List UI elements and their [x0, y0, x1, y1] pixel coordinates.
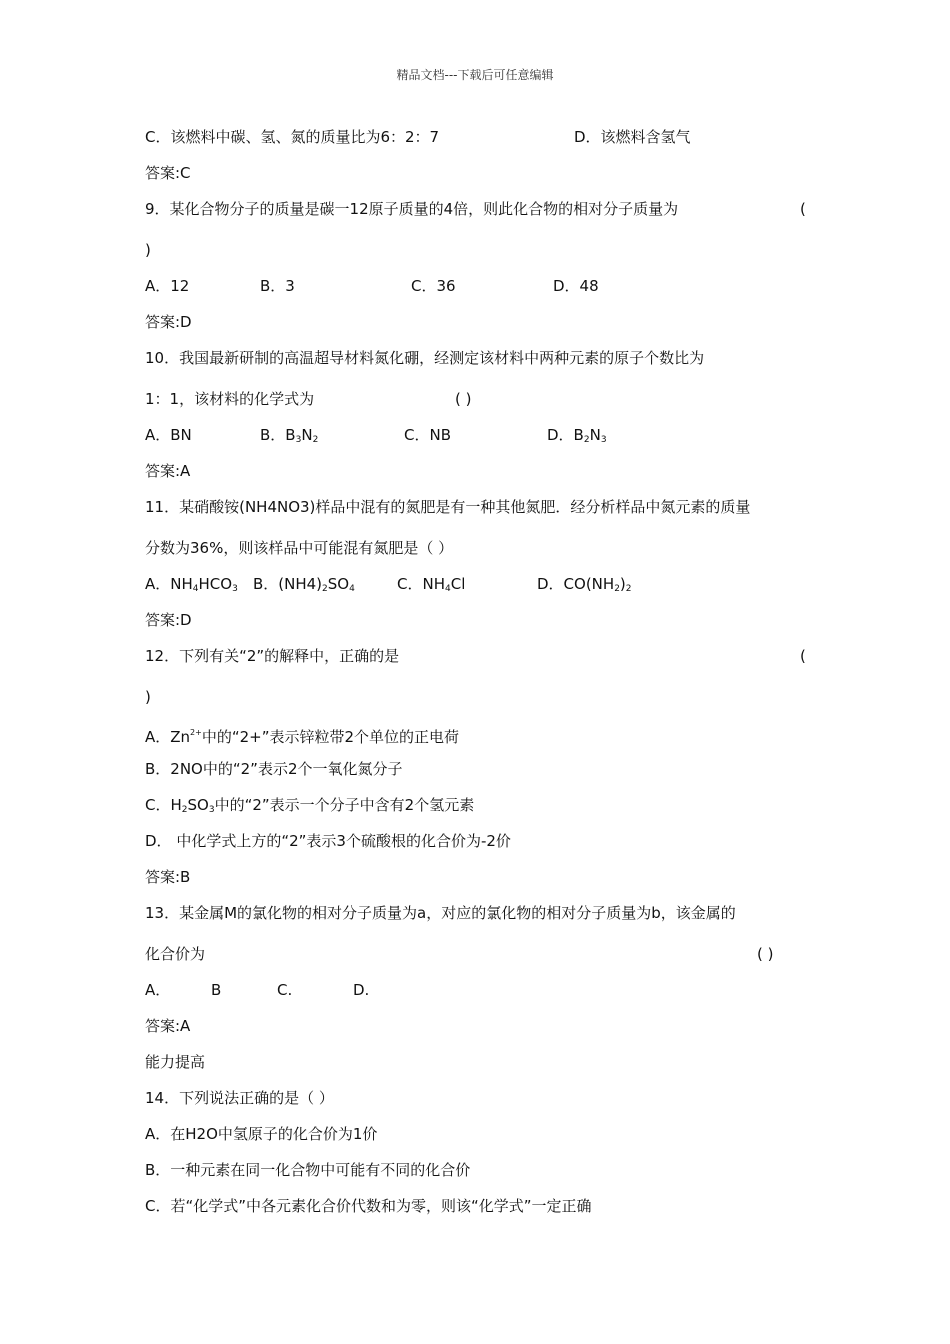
q13-stem: 13．某金属M的氯化物的相对分子质量为a，对应的氯化物的相对分子质量为b，该金属的	[145, 904, 736, 922]
q10-option-d: D．$B_2N_3$	[547, 426, 607, 445]
q12-paren-close: )	[145, 688, 151, 706]
q9-option-a: A．12	[145, 277, 190, 295]
q11-option-d: D．$CO(NH_2)_2$	[537, 575, 632, 594]
q11-stem: 11．某硝酸铵(NH4NO3)样品中混有的氮肥是有一种其他氮肥．经分析样品中氮元素的质量	[145, 498, 751, 516]
q11-option-b: B．$(NH4)_2SO_4$	[253, 575, 355, 594]
q13-option-a: A．	[145, 981, 171, 999]
q9-answer: 答案:D	[145, 313, 192, 331]
q12-option-d: D． 中化学式上方的“2”表示3个硫酸根的化合价为-2价	[145, 832, 511, 850]
q13-answer-blank: ( )	[757, 945, 774, 963]
q13-option-b: B	[211, 981, 222, 999]
q9-option-b: B．3	[260, 277, 295, 295]
q8-option-c: C．该燃料中碳、氢、氮的质量比为6：2：7	[145, 128, 440, 146]
q10-answer-blank: ( )	[455, 390, 472, 408]
q13-stem-line2: 化合价为	[145, 945, 206, 963]
q10-option-c: C．NB	[404, 426, 451, 444]
q9-option-c: C．36	[411, 277, 456, 295]
page-header: 精品文档---下载后可任意编辑	[396, 68, 554, 82]
q14-stem: 14．下列说法正确的是（ ）	[145, 1089, 334, 1107]
q11-option-a: A．$NH_4HCO_3$	[145, 575, 238, 594]
q11-stem-line2: 分数为36%，则该样品中可能混有氮肥是（ ）	[145, 539, 454, 557]
q11-answer: 答案:D	[145, 611, 192, 629]
q12-option-a: A．$Zn^{2+}$中的“2+”表示锌粒带2个单位的正电荷	[145, 728, 460, 746]
section-heading: 能力提高	[145, 1053, 206, 1071]
q11-option-c: C．$NH_4Cl$	[397, 575, 466, 594]
q13-option-d: D.	[353, 981, 370, 999]
q14-option-b: B．一种元素在同一化合物中可能有不同的化合价	[145, 1161, 471, 1179]
q10-option-b: B．$B_3N_2$	[260, 426, 319, 445]
q10-stem-line2: 1：1，该材料的化学式为	[145, 390, 315, 408]
q12-option-b: B．2NO中的“2”表示2个一氧化氮分子	[145, 760, 403, 778]
q10-option-a: A．BN	[145, 426, 192, 444]
q12-answer: 答案:B	[145, 868, 191, 886]
q9-paren-open: (	[800, 200, 806, 218]
q10-answer: 答案:A	[145, 462, 191, 480]
q9-stem: 9．某化合物分子的质量是碳一12原子质量的4倍，则此化合物的相对分子质量为	[145, 200, 679, 218]
q8-answer: 答案:C	[145, 164, 191, 182]
q13-answer: 答案:A	[145, 1017, 191, 1035]
q9-paren-close: )	[145, 241, 151, 259]
q13-option-c: C.	[277, 981, 293, 999]
q10-stem: 10．我国最新研制的高温超导材料氮化硼，经测定该材料中两种元素的原子个数比为	[145, 349, 705, 367]
q12-paren-open: (	[800, 647, 806, 665]
q14-option-c: C．若“化学式”中各元素化合价代数和为零，则该“化学式”一定正确	[145, 1197, 592, 1215]
q8-option-d: D．该燃料含氢气	[574, 128, 691, 146]
q9-option-d: D．48	[553, 277, 599, 295]
q14-option-a: A．在H2O中氢原子的化合价为1价	[145, 1125, 378, 1143]
q12-option-c: C．$H_2SO_3$中的“2”表示一个分子中含有2个氢元素	[145, 796, 475, 815]
q12-stem: 12．下列有关“2”的解释中，正确的是	[145, 647, 400, 665]
